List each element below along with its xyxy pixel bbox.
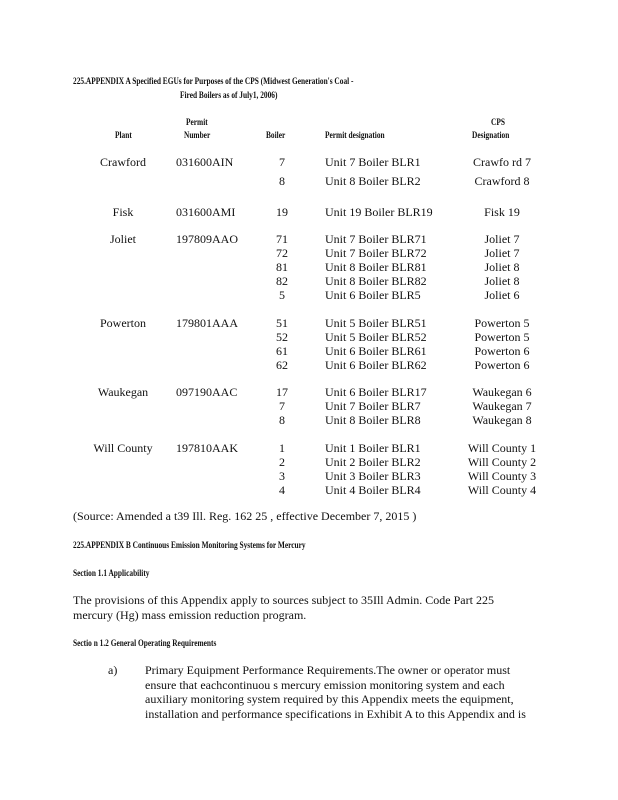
item-a-line: installation and performance specifications in Exhibit A to this Appendix and is bbox=[145, 706, 526, 721]
header-boiler: Boiler bbox=[266, 130, 286, 140]
plant-name: Joliet bbox=[110, 232, 136, 246]
section-1-2-heading: Sectio n 1.2 General Operating Requirements bbox=[73, 638, 217, 648]
item-a-text bbox=[145, 663, 526, 721]
cps-designation: Will County 3 bbox=[467, 469, 537, 483]
plant-name: Fisk bbox=[112, 205, 134, 219]
header-cps-top: CPS bbox=[491, 117, 505, 127]
boiler-number: 17 bbox=[276, 385, 288, 399]
permit-designation: Unit 5 Boiler BLR52 bbox=[325, 330, 427, 344]
cps-designation: Joliet 8 bbox=[484, 260, 520, 274]
applicability-paragraph-line2: mercury (Hg) mass emission reduction program. bbox=[73, 608, 307, 622]
cps-designation: Waukegan 6 bbox=[472, 385, 532, 399]
permit-designation: Unit 5 Boiler BLR51 bbox=[325, 316, 427, 330]
boiler-number: 5 bbox=[279, 288, 285, 302]
cps-designation: Joliet 7 bbox=[484, 246, 520, 260]
cps-designation: Waukegan 8 bbox=[472, 413, 532, 427]
boiler-number: 62 bbox=[276, 358, 288, 372]
cps-designation: Powerton 5 bbox=[474, 316, 530, 330]
plant-name: Will County bbox=[93, 441, 153, 455]
cps-designation: Crawfo rd 7 bbox=[473, 155, 531, 169]
boiler-number: 81 bbox=[276, 260, 288, 274]
boiler-number: 7 bbox=[279, 399, 285, 413]
header-permit-designation: Permit designation bbox=[325, 130, 385, 140]
item-a-label: a) bbox=[108, 663, 118, 677]
plant-name: Crawford bbox=[100, 155, 146, 169]
cps-designation: Will County 1 bbox=[467, 441, 537, 455]
permit-designation: Unit 2 Boiler BLR2 bbox=[325, 455, 421, 469]
boiler-number: 52 bbox=[276, 330, 288, 344]
permit-designation: Unit 3 Boiler BLR3 bbox=[325, 469, 421, 483]
permit-designation: Unit 7 Boiler BLR72 bbox=[325, 246, 427, 260]
cps-designation: Will County 2 bbox=[467, 455, 537, 469]
permit-designation: Unit 7 Boiler BLR71 bbox=[325, 232, 427, 246]
permit-number: 197810AAK bbox=[176, 441, 238, 455]
appendix-a-heading-line2: Fired Boilers as of July1, 2006) bbox=[180, 90, 278, 100]
plant-name: Powerton bbox=[100, 316, 146, 330]
header-permit-bottom: Number bbox=[184, 130, 211, 140]
cps-designation: Fisk 19 bbox=[484, 205, 520, 219]
permit-designation: Unit 19 Boiler BLR19 bbox=[325, 205, 433, 219]
item-a-line: auxiliary monitoring system required by this Appendix meets the equipment, bbox=[145, 692, 514, 706]
header-plant: Plant bbox=[115, 130, 132, 140]
permit-number: 179801AAA bbox=[176, 316, 238, 330]
item-a-line: ensure that eachcontinuou s mercury emission monitoring system and each bbox=[145, 677, 505, 692]
appendix-a-heading-line1: 225.APPENDIX A Specified EGUs for Purposes of the CPS (Midwest Generation's Coal - bbox=[73, 76, 354, 86]
boiler-number: 8 bbox=[279, 174, 285, 188]
permit-designation: Unit 6 Boiler BLR62 bbox=[325, 358, 427, 372]
boiler-number: 61 bbox=[276, 344, 288, 358]
applicability-paragraph-line1: The provisions of this Appendix apply to sources subject to 35Ill Admin. Code Part 225 bbox=[73, 593, 494, 607]
cps-designation: Crawford 8 bbox=[474, 174, 530, 188]
boiler-number: 1 bbox=[279, 441, 285, 455]
permit-designation: Unit 4 Boiler BLR4 bbox=[325, 483, 421, 497]
boiler-number: 19 bbox=[276, 205, 288, 219]
permit-designation: Unit 8 Boiler BLR81 bbox=[325, 260, 427, 274]
source-note: (Source: Amended a t39 Ill. Reg. 162 25 , effective December 7, 2015 ) bbox=[73, 509, 417, 523]
cps-designation: Powerton 6 bbox=[474, 344, 530, 358]
boiler-number: 72 bbox=[276, 246, 288, 260]
permit-number: 031600AMI bbox=[176, 205, 236, 219]
permit-number: 031600AIN bbox=[176, 155, 234, 169]
permit-designation: Unit 1 Boiler BLR1 bbox=[325, 441, 421, 455]
boiler-number: 3 bbox=[279, 469, 285, 483]
permit-designation: Unit 7 Boiler BLR7 bbox=[325, 399, 421, 413]
cps-designation: Waukegan 7 bbox=[472, 399, 532, 413]
plant-name: Waukegan bbox=[97, 385, 149, 399]
cps-designation: Will County 4 bbox=[467, 483, 537, 497]
boiler-number: 71 bbox=[276, 232, 288, 246]
header-cps-bottom: Designation bbox=[472, 130, 510, 140]
cps-designation: Joliet 7 bbox=[484, 232, 520, 246]
boiler-number: 82 bbox=[276, 274, 288, 288]
permit-designation: Unit 7 Boiler BLR1 bbox=[325, 155, 421, 169]
header-permit-top: Permit bbox=[186, 117, 208, 127]
permit-designation: Unit 6 Boiler BLR5 bbox=[325, 288, 421, 302]
boiler-number: 4 bbox=[279, 483, 285, 497]
boiler-number: 8 bbox=[279, 413, 285, 427]
permit-number: 197809AAO bbox=[176, 232, 238, 246]
boiler-number: 51 bbox=[276, 316, 288, 330]
cps-designation: Joliet 6 bbox=[484, 288, 520, 302]
permit-designation: Unit 6 Boiler BLR17 bbox=[325, 385, 427, 399]
permit-designation: Unit 8 Boiler BLR2 bbox=[325, 174, 421, 188]
cps-designation: Powerton 6 bbox=[474, 358, 530, 372]
section-1-1-heading: Section 1.1 Applicability bbox=[73, 568, 150, 578]
permit-designation: Unit 8 Boiler BLR82 bbox=[325, 274, 427, 288]
boiler-number: 7 bbox=[279, 155, 285, 169]
boiler-number: 2 bbox=[279, 455, 285, 469]
appendix-b-heading: 225.APPENDIX B Continuous Emission Monitoring Systems for Mercury bbox=[73, 540, 306, 550]
item-a-line: Primary Equipment Performance Requirements.The owner or operator must bbox=[145, 663, 511, 677]
permit-designation: Unit 6 Boiler BLR61 bbox=[325, 344, 427, 358]
permit-number: 097190AAC bbox=[176, 385, 238, 399]
cps-designation: Powerton 5 bbox=[474, 330, 530, 344]
permit-designation: Unit 8 Boiler BLR8 bbox=[325, 413, 421, 427]
cps-designation: Joliet 8 bbox=[484, 274, 520, 288]
